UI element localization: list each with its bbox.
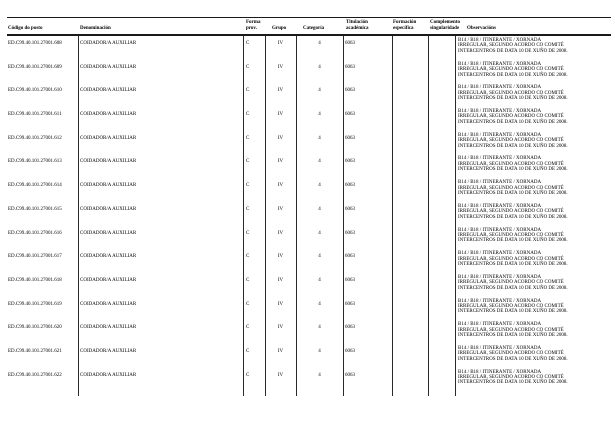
header-forma-prov-line1: Forma: [246, 20, 261, 25]
cell-codigo: ED.C99.40.101.27001.618: [8, 277, 62, 283]
cell-categoria: 4: [318, 301, 321, 307]
cell-forma-prov: C: [246, 325, 250, 331]
cell-forma-prov: C: [246, 64, 250, 70]
cell-categoria: 4: [318, 372, 321, 378]
cell-observacions: B14 / B18 / ITINERANTE / XORNADA IRREGULAR, SEGUNDO ACORDO CO COMITÉ INTERCENTROS DE DATA 10 DE XUÑO DE 2008.: [458, 251, 568, 267]
cell-categoria: 4: [318, 159, 321, 165]
table-row: [0, 60, 615, 84]
table-row: [0, 226, 615, 250]
cell-observacions: B14 / B18 / ITINERANTE / XORNADA IRREGULAR, SEGUNDO ACORDO CO COMITÉ INTERCENTROS DE DATA 10 DE XUÑO DE 2008.: [458, 322, 568, 339]
cell-categoria: 4: [318, 348, 321, 354]
cell-grupo: IV: [277, 325, 284, 331]
cell-titulacion: 6063: [345, 183, 355, 189]
cell-codigo: ED.C99.40.101.27001.609: [8, 64, 62, 70]
cell-observacions: B14 / B18 / ITINERANTE / XORNADA IRREGULAR, SEGUNDO ACORDO CO COMITÉ INTERCENTROS DE DATA 10 DE XUÑO DE 2008.: [458, 345, 568, 362]
cell-grupo: IV: [277, 230, 284, 236]
cell-forma-prov: C: [246, 372, 250, 378]
header-observacions: Observacións: [467, 26, 496, 31]
cell-codigo: ED.C99.40.101.27001.615: [8, 206, 62, 212]
cell-codigo: ED.C99.40.101.27001.610: [8, 88, 62, 94]
table-row: [0, 202, 615, 226]
cell-forma-prov: C: [246, 348, 250, 354]
cell-codigo: ED.C99.40.101.27001.612: [8, 135, 62, 141]
cell-observacions: B14 / B18 / ITINERANTE / XORNADA IRREGULAR, SEGUNDO ACORDO CO COMITÉ INTERCENTROS DE DATA 10 DE XUÑO DE 2008.: [458, 274, 568, 291]
cell-titulacion: 6063: [345, 206, 355, 212]
cell-forma-prov: C: [246, 112, 250, 118]
header-forma-prov-line2: prov.: [246, 26, 257, 31]
cell-denominacion: COIDADOR/A AUXILIAR: [80, 183, 137, 189]
cell-titulacion: 6063: [345, 64, 355, 70]
cell-grupo: IV: [277, 277, 284, 283]
cell-categoria: 4: [318, 64, 321, 70]
cell-categoria: 4: [318, 206, 321, 212]
cell-grupo: IV: [277, 88, 284, 94]
cell-codigo: ED.C99.40.101.27001.619: [8, 301, 62, 307]
cell-denominacion: COIDADOR/A AUXILIAR: [80, 64, 137, 70]
table-row: [0, 249, 615, 273]
cell-categoria: 4: [318, 277, 321, 283]
table-row: [0, 131, 615, 155]
cell-observacions: B14 / B18 / ITINERANTE / XORNADA IRREGULAR, SEGUNDO ACORDO CO COMITÉ INTERCENTROS DE DATA 10 DE XUÑO DE 2008.: [458, 109, 568, 125]
cell-grupo: IV: [277, 41, 284, 46]
cell-titulacion: 6063: [345, 325, 355, 331]
cell-observacions: B14 / B18 / ITINERANTE / XORNADA IRREGULAR, SEGUNDO ACORDO CO COMITÉ INTERCENTROS DE DATA 10 DE XUÑO DE 2008.: [458, 132, 568, 149]
table-top-rule: [7, 17, 611, 18]
cell-forma-prov: C: [246, 301, 250, 307]
cell-titulacion: 6063: [345, 88, 355, 94]
table-row: [0, 344, 615, 368]
cell-forma-prov: C: [246, 230, 250, 236]
cell-codigo: ED.C99.40.101.27001.617: [8, 254, 62, 260]
cell-grupo: IV: [277, 64, 284, 70]
cell-denominacion: COIDADOR/A AUXILIAR: [80, 112, 137, 118]
cell-grupo: IV: [277, 183, 284, 189]
cell-codigo: ED.C99.40.101.27001.614: [8, 183, 62, 189]
cell-grupo: IV: [277, 301, 284, 307]
table-row: [0, 320, 615, 344]
cell-denominacion: COIDADOR/A AUXILIAR: [80, 372, 137, 378]
cell-codigo: ED.C99.40.101.27001.620: [8, 325, 62, 331]
cell-categoria: 4: [318, 183, 321, 189]
cell-observacions: B14 / B18 / ITINERANTE / XORNADA IRREGULAR, SEGUNDO ACORDO CO COMITÉ INTERCENTROS DE DATA 10 DE XUÑO DE 2008.: [458, 61, 568, 78]
cell-observacions: B14 / B18 / ITINERANTE / XORNADA IRREGULAR, SEGUNDO ACORDO CO COMITÉ INTERCENTROS DE DATA 10 DE XUÑO DE 2008.: [458, 85, 568, 102]
cell-denominacion: COIDADOR/A AUXILIAR: [80, 135, 137, 141]
cell-codigo: ED.C99.40.101.27001.613: [8, 159, 62, 165]
cell-titulacion: 6063: [345, 348, 355, 354]
cell-titulacion: 6063: [345, 112, 355, 118]
cell-denominacion: COIDADOR/A AUXILIAR: [80, 88, 137, 94]
cell-forma-prov: C: [246, 183, 250, 189]
cell-titulacion: 6063: [345, 301, 355, 307]
cell-denominacion: COIDADOR/A AUXILIAR: [80, 254, 137, 260]
cell-grupo: IV: [277, 254, 284, 260]
cell-grupo: IV: [277, 112, 284, 118]
table-rows: [0, 36, 615, 398]
cell-denominacion: COIDADOR/A AUXILIAR: [80, 230, 137, 236]
cell-forma-prov: C: [246, 88, 250, 94]
cell-grupo: IV: [277, 206, 284, 212]
cell-observacions: B14 / B18 / ITINERANTE / XORNADA IRREGULAR, SEGUNDO ACORDO CO COMITÉ INTERCENTROS DE DATA 10 DE XUÑO DE 2008.: [458, 156, 568, 173]
header-complemento-line2: singularidade: [430, 26, 460, 31]
cell-grupo: IV: [277, 135, 284, 141]
header-formacion-line1: Formación: [393, 20, 417, 25]
cell-codigo: ED.C99.40.101.27001.621: [8, 348, 62, 354]
cell-denominacion: COIDADOR/A AUXILIAR: [80, 301, 137, 307]
cell-categoria: 4: [318, 41, 321, 46]
header-complemento-line1: Complemento: [430, 20, 460, 25]
header-titulacion-line2: académica: [346, 26, 369, 31]
header-grupo: Grupo: [272, 26, 287, 31]
table-row: [0, 154, 615, 178]
header-titulacion-line1: Titulación: [346, 20, 368, 25]
cell-titulacion: 6063: [345, 277, 355, 283]
table-row: [0, 83, 615, 107]
table-row: [0, 107, 615, 131]
cell-titulacion: 6063: [345, 230, 355, 236]
cell-observacions: B14 / B18 / ITINERANTE / XORNADA IRREGULAR, SEGUNDO ACORDO CO COMITÉ INTERCENTROS DE DATA 10 DE XUÑO DE 2008.: [458, 38, 568, 54]
header-titulacion: [346, 20, 369, 32]
cell-codigo: ED.C99.40.101.27001.608: [8, 41, 62, 46]
cell-grupo: IV: [277, 159, 284, 165]
header-formacion: [393, 20, 416, 32]
cell-categoria: 4: [318, 254, 321, 260]
cell-forma-prov: C: [246, 41, 250, 46]
cell-codigo: ED.C99.40.101.27001.611: [8, 112, 62, 118]
cell-observacions: B14 / B18 / ITINERANTE / XORNADA IRREGULAR, SEGUNDO ACORDO CO COMITÉ INTERCENTROS DE DATA 10 DE XUÑO DE 2008.: [458, 180, 568, 196]
cell-denominacion: COIDADOR/A AUXILIAR: [80, 277, 137, 283]
cell-forma-prov: C: [246, 159, 250, 165]
header-categoria: Categoría: [303, 26, 325, 31]
cell-forma-prov: C: [246, 254, 250, 260]
cell-titulacion: 6063: [345, 159, 355, 165]
cell-categoria: 4: [318, 112, 321, 118]
table-row: [0, 368, 615, 392]
cell-denominacion: COIDADOR/A AUXILIAR: [80, 41, 137, 46]
cell-grupo: IV: [277, 348, 284, 354]
cell-observacions: B14 / B18 / ITINERANTE / XORNADA IRREGULAR, SEGUNDO ACORDO CO COMITÉ INTERCENTROS DE DATA 10 DE XUÑO DE 2008.: [458, 203, 568, 220]
cell-forma-prov: C: [246, 135, 250, 141]
header-complemento: [430, 20, 460, 32]
cell-categoria: 4: [318, 325, 321, 331]
table-row: [0, 36, 615, 60]
cell-titulacion: 6063: [345, 41, 355, 46]
cell-denominacion: COIDADOR/A AUXILIAR: [80, 348, 137, 354]
header-codigo: Código do posto: [8, 26, 43, 31]
header-formacion-line2: específica: [393, 26, 414, 31]
cell-codigo: ED.C99.40.101.27001.622: [8, 372, 62, 378]
cell-denominacion: COIDADOR/A AUXILIAR: [80, 325, 137, 331]
cell-categoria: 4: [318, 88, 321, 94]
table-body: [0, 36, 615, 398]
table-row: [0, 297, 615, 321]
cell-titulacion: 6063: [345, 254, 355, 260]
header-denominacion: Denominación: [80, 26, 111, 31]
cell-forma-prov: C: [246, 277, 250, 283]
header-forma-prov: [246, 20, 260, 32]
table-row: [0, 273, 615, 297]
cell-denominacion: COIDADOR/A AUXILIAR: [80, 159, 137, 165]
cell-titulacion: 6063: [345, 135, 355, 141]
cell-titulacion: 6063: [345, 372, 355, 378]
cell-observacions: B14 / B18 / ITINERANTE / XORNADA IRREGULAR, SEGUNDO ACORDO CO COMITÉ INTERCENTROS DE DATA 10 DE XUÑO DE 2008.: [458, 369, 568, 386]
cell-categoria: 4: [318, 230, 321, 236]
table-row: [0, 178, 615, 202]
cell-categoria: 4: [318, 135, 321, 141]
cell-forma-prov: C: [246, 206, 250, 212]
cell-denominacion: COIDADOR/A AUXILIAR: [80, 206, 137, 212]
cell-observacions: B14 / B18 / ITINERANTE / XORNADA IRREGULAR, SEGUNDO ACORDO CO COMITÉ INTERCENTROS DE DATA 10 DE XUÑO DE 2008.: [458, 227, 568, 244]
cell-grupo: IV: [277, 372, 284, 378]
cell-codigo: ED.C99.40.101.27001.616: [8, 230, 62, 236]
cell-observacions: B14 / B18 / ITINERANTE / XORNADA IRREGULAR, SEGUNDO ACORDO CO COMITÉ INTERCENTROS DE DATA 10 DE XUÑO DE 2008.: [458, 298, 568, 315]
